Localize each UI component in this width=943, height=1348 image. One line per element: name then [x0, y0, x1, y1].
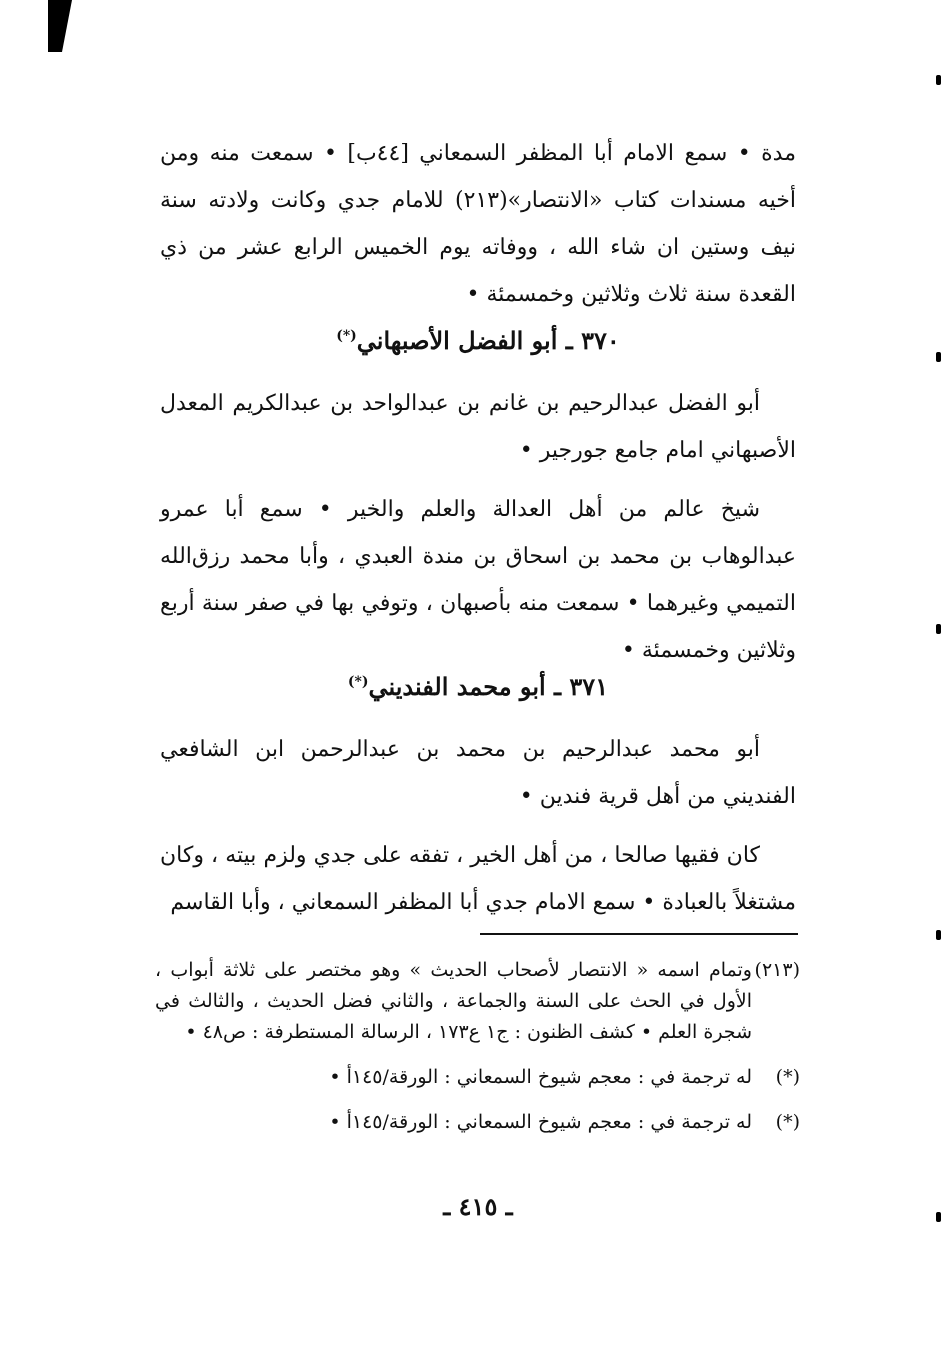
scan-corner-mark — [48, 0, 72, 52]
entry-continuation — [160, 130, 796, 318]
page-number: ـ ٤١٥ ـ — [443, 1192, 513, 1221]
entry-370-title: ٣٧٠ ـ أبو الفضل الأصبهاني — [356, 326, 620, 355]
footnote-marker: (٢١٣) — [754, 959, 800, 981]
scan-edge-dot — [936, 624, 941, 634]
entry-371-paragraph-2: كان فقيها صالحا ، من أهل الخير ، تفقه على جدي ولزم بيته ، وكان مشتغلاً بالعبادة • سمع الامام جدي أبا المظفر السمعاني ، وأبا القاسم — [160, 843, 796, 915]
footnote-text: وتمام اسمه « الانتصار لأصحاب الحديث » وهو مختصر على ثلاثة أبواب ، الأول في الحث على السنة والجماعة ، والثاني فضل الحديث ، والثالث في شجرة العلم • كشف الظنون : ج١ ع١٧٣ ، الرسالة المستطرفة : ص٤٨ • — [155, 959, 752, 1043]
scan-edge-dot — [936, 75, 941, 85]
footnote-marker: (*) — [775, 1066, 800, 1088]
scan-edge-dot — [936, 352, 941, 362]
footnote-entry-370 — [155, 1062, 800, 1093]
entry-371-title: ٣٧١ ـ أبو محمد الفنديني — [368, 672, 609, 701]
footnote-text: له ترجمة في : معجم شيوخ السمعاني : الورقة/١٤٥أ • — [329, 1066, 752, 1088]
footnote-separator — [480, 933, 798, 935]
footnote-entry-371 — [155, 1107, 800, 1138]
footnote-marker: (*) — [775, 1111, 800, 1133]
entry-370-footnote-mark: (*) — [336, 328, 357, 344]
entry-370-paragraph-2: شيخ عالم من أهل العدالة والعلم والخير • سمع أبا عمرو عبدالوهاب بن محمد بن اسحاق بن مندة العبدي ، وأبا محمد رزق‌الله التميمي وغيرهما • سمعت منه بأصبهان ، وتوفي بها في صفر سنة أربع وثلاثين وخمسمئة • — [160, 497, 796, 663]
footnotes — [155, 955, 800, 1138]
scan-edge-dot — [936, 1212, 941, 1222]
entry-371-paragraph-1: أبو محمد عبدالرحيم بن محمد بن عبدالرحمن ابن الشافعي الفنديني من أهل قرية فندين • — [160, 737, 796, 809]
entry-371-body — [160, 726, 796, 926]
entry-370-heading — [160, 326, 796, 355]
entry-370-body — [160, 380, 796, 674]
entry-371-footnote-mark: (*) — [347, 674, 369, 690]
footnote-213 — [155, 955, 800, 1048]
scan-edge-dot — [936, 930, 941, 940]
entry-continuation-text: مدة • سمع الامام أبا المظفر السمعاني [٤٤ب] • سمعت منه ومن أخيه مسندات كتاب «الانتصار»(٢١٣) للامام جدي وكانت ولادته سنة نيف وستين ان شاء الله ، ووفاته يوم الخميس الرابع عشر من ذي القعدة سنة ثلاث وثلاثين وخمسمئة • — [160, 141, 796, 307]
entry-371-heading — [160, 672, 796, 701]
entry-370-paragraph-1: أبو الفضل عبدالرحيم بن غانم بن عبدالواحد بن عبدالكريم المعدل الأصبهاني امام جامع جورجير • — [160, 391, 796, 463]
footnote-text: له ترجمة في : معجم شيوخ السمعاني : الورقة/١٤٥أ • — [329, 1111, 752, 1133]
